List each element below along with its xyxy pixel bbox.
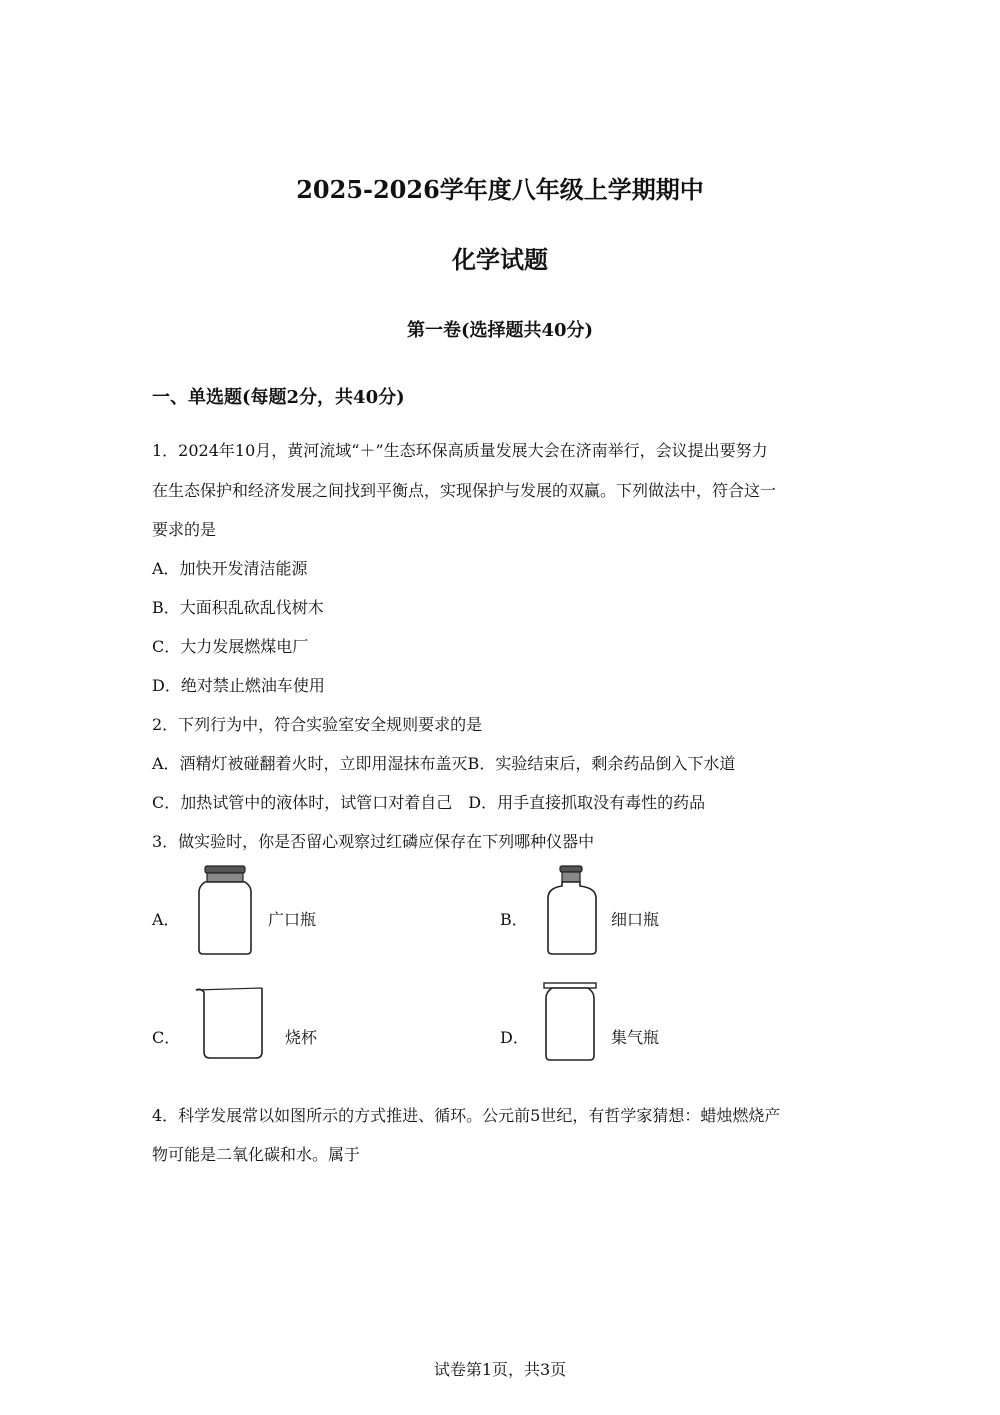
q3-option-c-label: C． <box>152 1028 181 1047</box>
q1-stem-line1: 1．2024年10月，黄河流域“＋”生态环保高质量发展大会在济南举行，会议提出要努力 <box>152 441 768 460</box>
q3-option-b-name: 细口瓶 <box>611 910 660 929</box>
q1-option-c: C．大力发展燃煤电厂 <box>152 637 309 656</box>
q3-option-a-label: A． <box>152 910 180 929</box>
q2-options-row2: C．加热试管中的液体时，试管口对着自己 D．用手直接抓取没有毒性的药品 <box>152 793 706 812</box>
q4-stem-line1: 4．科学发展常以如图所示的方式推进、循环。公元前5世纪，有哲学家猜想：蜡烛燃烧产 <box>152 1106 781 1125</box>
q2-options-row1: A．酒精灯被碰翻着火时，立即用湿抹布盖灭B．实验结束后，剩余药品倒入下水道 <box>152 754 736 773</box>
q1-option-b: B．大面积乱砍乱伐树木 <box>152 598 324 617</box>
q3-stem: 3．做实验时，你是否留心观察过红磷应保存在下列哪种仪器中 <box>152 832 595 851</box>
q1-option-d: D．绝对禁止燃油车使用 <box>152 676 325 695</box>
q1-option-a: A．加快开发清洁能源 <box>152 559 308 578</box>
q1-stem-line3: 要求的是 <box>152 520 217 539</box>
q2-stem: 2．下列行为中，符合实验室安全规则要求的是 <box>152 715 483 734</box>
subject-title: 化学试题 <box>452 245 548 274</box>
volume-heading: 第一卷(选择题共40分) <box>406 320 594 341</box>
q3-option-b-label: B． <box>500 910 528 929</box>
beaker-icon <box>192 982 272 1062</box>
page-title: 2025-2026学年度八年级上学期期中 <box>296 175 704 204</box>
q4-stem-line2: 物可能是二氧化碳和水。属于 <box>152 1145 361 1164</box>
gas-jar-icon <box>540 980 600 1064</box>
q3-option-a-name: 广口瓶 <box>268 910 317 929</box>
q1-stem-line2: 在生态保护和经济发展之间找到平衡点，实现保护与发展的双赢。下列做法中，符合这一 <box>152 481 777 500</box>
page-footer: 试卷第1页，共3页 <box>433 1360 567 1379</box>
q3-option-d-label: D． <box>500 1028 529 1047</box>
q3-option-d-name: 集气瓶 <box>611 1028 660 1047</box>
section-heading: 一、单选题(每题2分，共40分) <box>152 387 405 408</box>
q3-option-c-name: 烧杯 <box>285 1028 318 1047</box>
narrow-mouth-bottle-icon <box>540 862 604 958</box>
wide-mouth-bottle-icon <box>193 862 259 958</box>
